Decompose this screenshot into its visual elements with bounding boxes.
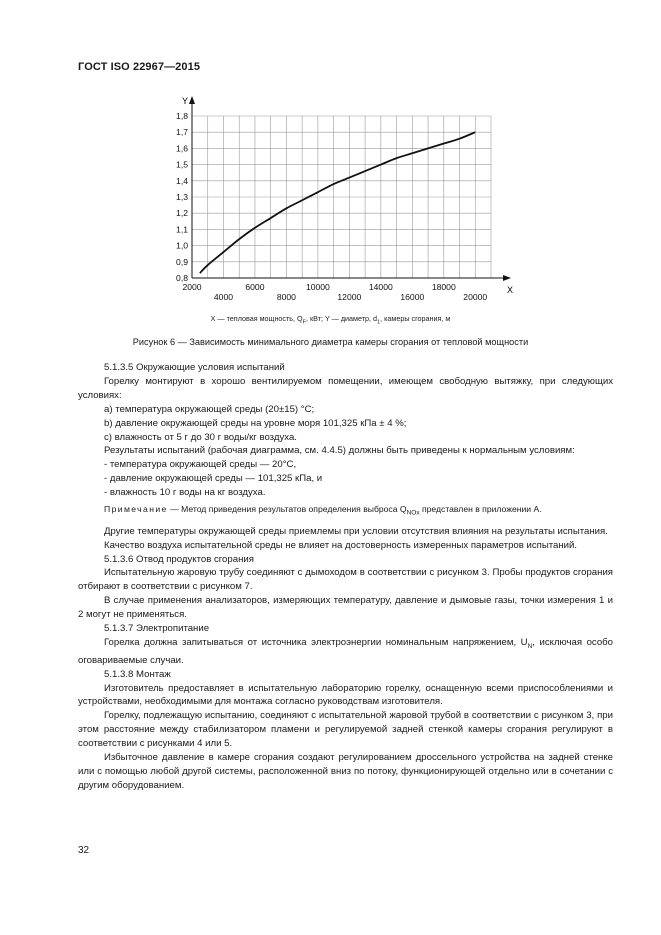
y-tick-label: 0,8 [176, 273, 188, 283]
paragraph: Горелка должна запитываться от источника электроэнергии номинальным напряжением, $U_N$, исключая особо оговариваемые случаи. [78, 636, 613, 666]
paragraph: Горелку монтируют в хорошо вентилируемом помещении, имеющем свободную вытяжку, при следующих условиях: [78, 375, 613, 401]
section-title: 5.1.3.8 Монтаж [104, 668, 171, 680]
section-title: 5.1.3.6 Отвод продуктов сгорания [104, 553, 254, 565]
page-number: 32 [78, 845, 90, 856]
y-tick-label: 1,3 [176, 192, 188, 202]
x-tick-label: 16000 [400, 292, 425, 302]
list-item: a) температура окружающей среды (20±15) °С; [104, 403, 315, 415]
x-tick-label: 14000 [368, 282, 393, 292]
paragraph: Изготовитель предоставляет в испытательную лабораторию горелку, оснащенную всеми приспособлениями и устройствами, необходимыми для монтажа согласно руководствам изготовителя. [78, 682, 613, 708]
note: Примечание — Метод приведения результатов определения выброса $Q_{NOx}$ представлен в приложении А. [104, 504, 542, 517]
section-title: 5.1.3.5 Окружающие условия испытаний [104, 362, 285, 373]
y-tick-label: 1,1 [176, 224, 188, 235]
section-title: 5.1.3.7 Электропитание [104, 623, 210, 635]
x-tick-label: 4000 [213, 292, 234, 302]
y-tick-labels [176, 111, 188, 283]
x-tick-label: 12000 [337, 292, 362, 302]
y-tick-label: 1,7 [176, 127, 188, 138]
axis-legend-caption: X — тепловая мощность, $Q_F$, кВт; Y — диаметр, $d_1$, камеры сгорания, м [210, 314, 451, 326]
x-tick-label: 2000 [182, 282, 202, 292]
x-tick-label: 10000 [305, 282, 330, 292]
y-axis-arrow [189, 96, 195, 104]
x-tick-labels [182, 282, 487, 302]
x-tick-label: 6000 [245, 282, 265, 292]
y-tick-label: 0,9 [176, 256, 188, 267]
paragraph: Результаты испытаний (рабочая диаграмма, см. 4.4.5) должны быть приведены к нормальным условиям: [104, 445, 575, 457]
y-tick-label: 1,4 [176, 175, 188, 186]
series-line [200, 132, 475, 273]
x-axis-label: X [507, 285, 514, 295]
list-item: c) влажность от 5 г до 30 г воды/кг воздуха. [104, 431, 297, 443]
x-tick-label: 8000 [276, 292, 296, 302]
chart-grid [192, 116, 491, 278]
paragraph: Горелку, подлежащую испытанию, соединяют с испытательной жаровой трубой в соответствии с рисунком 3, при этом расстояние между стабилизатором пламени и регулируемой задней стенкой камеры сгорания регулируют в соответствии с рисунками 4 или 5. [78, 710, 613, 750]
y-tick-label: 1,0 [176, 240, 188, 251]
list-item: - влажность 10 г воды на кг воздуха. [104, 487, 266, 499]
paragraph: Избыточное давление в камере сгорания создают регулированием дроссельного устройства на задней стенке или с помощью любой другой системы, расположенной вниз по потоку, функционирующей отдельно или в сочетании с другим оборудованием. [78, 752, 613, 791]
body-text [78, 361, 613, 793]
document-header: ГОСТ ISO 22967—2015 [78, 61, 201, 73]
list-item: - температура окружающей среды — 20°С, [104, 459, 297, 471]
figure-caption: Рисунок 6 — Зависимость минимального диаметра камеры сгорания от тепловой мощности [132, 337, 529, 347]
y-tick-label: 1,8 [176, 111, 188, 121]
list-item: - давление окружающей среды — 101,325 кПа, и [104, 473, 323, 485]
paragraph: Испытательную жаровую трубу соединяют с дымоходом в соответствии с рисунком 3. Пробы продуктов сгорания отбирают в соответствии с рисунком 7. [78, 567, 613, 593]
y-tick-label: 1,5 [176, 159, 188, 170]
diameter-vs-power-chart [160, 88, 530, 310]
x-tick-label: 18000 [431, 282, 456, 292]
y-axis-label: Y [182, 96, 189, 106]
chart-axes [189, 96, 511, 281]
x-tick-label: 20000 [463, 292, 488, 302]
paragraph: Другие температуры окружающей среды приемлемы при условии отсутствия влияния на результаты испытания. [104, 525, 608, 537]
paragraph: Качество воздуха испытательной среды не влияет на достоверность измеренных параметров испытаний. [104, 539, 578, 551]
x-axis-arrow [503, 275, 511, 281]
y-tick-label: 1,2 [176, 208, 188, 219]
paragraph: В случае применения анализаторов, измеряющих температуру, давление и дымовые газы, точки измерения 1 и 2 могут не применяться. [78, 595, 613, 621]
list-item: b) давление окружающей среды на уровне моря 101,325 кПа ± 4 %; [104, 417, 407, 429]
y-tick-label: 1,6 [176, 143, 188, 154]
